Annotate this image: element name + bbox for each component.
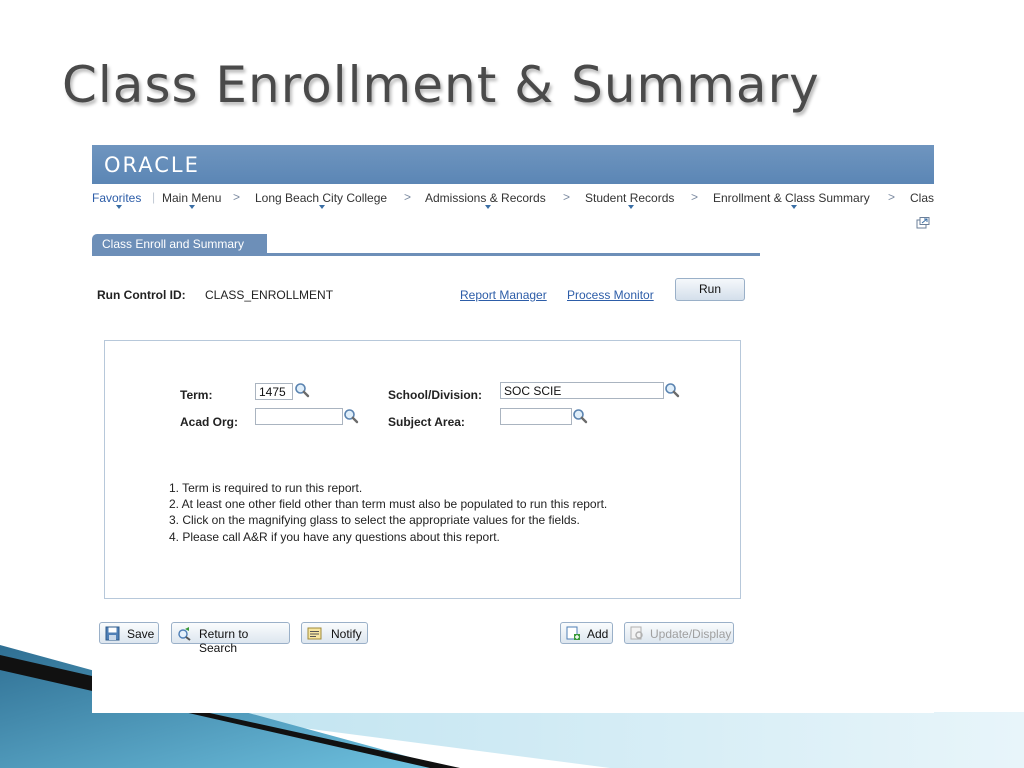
add-button-label: Add xyxy=(587,627,609,641)
nav-main-menu[interactable]: Main Menu xyxy=(162,191,222,205)
nav-separator: > xyxy=(691,190,699,204)
return-to-search-button[interactable] xyxy=(171,622,290,655)
tab-class-enroll-summary[interactable] xyxy=(92,234,267,254)
tab-label: Class Enroll and Summary xyxy=(102,237,245,251)
run-control-label: Run Control ID: xyxy=(97,288,186,302)
subject-area-label: Subject Area: xyxy=(388,415,465,429)
nav-enrollment-class-summary[interactable]: Enrollment & Class Summary xyxy=(713,191,870,205)
school-division-label: School/Division: xyxy=(388,388,483,402)
acad-org-label: Acad Org: xyxy=(180,415,239,429)
chevron-down-icon[interactable] xyxy=(319,205,325,209)
criteria-panel xyxy=(104,340,741,599)
nav-student-records[interactable]: Student Records xyxy=(585,191,675,205)
nav-favorites[interactable]: Favorites xyxy=(92,191,142,205)
tab-underline xyxy=(92,253,760,256)
instruction-line: 4. Please call A&R if you have any questions about this report. xyxy=(169,530,500,544)
return-to-search-label: Return to Search xyxy=(199,627,249,655)
update-display-label: Update/Display xyxy=(650,627,732,641)
notify-button-label: Notify xyxy=(331,627,362,641)
chevron-down-icon[interactable] xyxy=(189,205,195,209)
new-window-icon[interactable] xyxy=(916,217,930,229)
notify-button[interactable] xyxy=(301,622,368,644)
subject-lookup-search-icon[interactable] xyxy=(572,408,588,424)
chevron-down-icon[interactable] xyxy=(791,205,797,209)
nav-admissions-records[interactable]: Admissions & Records xyxy=(425,191,546,205)
subject-area-input[interactable] xyxy=(500,408,572,425)
instruction-line: 2. At least one other field other than term must also be populated to run this report. xyxy=(169,497,608,511)
return-search-icon xyxy=(177,626,192,641)
report-manager-link[interactable]: Report Manager xyxy=(460,288,547,302)
nav-separator: > xyxy=(563,190,571,204)
process-monitor-link[interactable]: Process Monitor xyxy=(567,288,654,302)
nav-separator: > xyxy=(404,190,412,204)
peoplesoft-window xyxy=(92,145,934,713)
slide-title: Class Enrollment & Summary xyxy=(62,56,820,114)
term-label: Term: xyxy=(180,388,213,402)
run-button[interactable]: Run xyxy=(675,278,745,301)
term-lookup-search-icon[interactable] xyxy=(294,382,310,398)
run-control-value: CLASS_ENROLLMENT xyxy=(205,288,334,302)
nav-lbcc[interactable]: Long Beach City College xyxy=(255,191,388,205)
add-button[interactable] xyxy=(560,622,613,644)
add-icon xyxy=(566,626,581,641)
acad-org-lookup-search-icon[interactable] xyxy=(343,408,359,424)
acad-org-input[interactable] xyxy=(255,408,343,425)
nav-separator: > xyxy=(233,190,241,204)
oracle-banner xyxy=(92,145,934,184)
instruction-line: 1. Term is required to run this report. xyxy=(169,481,363,495)
save-icon xyxy=(105,626,120,641)
save-button[interactable] xyxy=(99,622,159,644)
save-button-label: Save xyxy=(127,627,155,641)
nav-class-truncated[interactable]: Clas xyxy=(910,191,934,205)
update-display-icon xyxy=(630,626,645,641)
term-input[interactable]: 1475 xyxy=(255,383,293,400)
notify-icon xyxy=(307,626,322,641)
nav-separator: > xyxy=(888,190,896,204)
breadcrumb xyxy=(92,186,934,210)
chevron-down-icon[interactable] xyxy=(628,205,634,209)
update-display-button[interactable] xyxy=(624,622,734,644)
school-division-input[interactable]: SOC SCIE xyxy=(500,382,664,399)
school-lookup-search-icon[interactable] xyxy=(664,382,680,398)
nav-divider: | xyxy=(152,190,156,204)
instruction-line: 3. Click on the magnifying glass to select the appropriate values for the fields. xyxy=(169,513,580,527)
chevron-down-icon[interactable] xyxy=(116,205,122,209)
oracle-logo: ORACLE xyxy=(104,153,200,177)
chevron-down-icon[interactable] xyxy=(485,205,491,209)
